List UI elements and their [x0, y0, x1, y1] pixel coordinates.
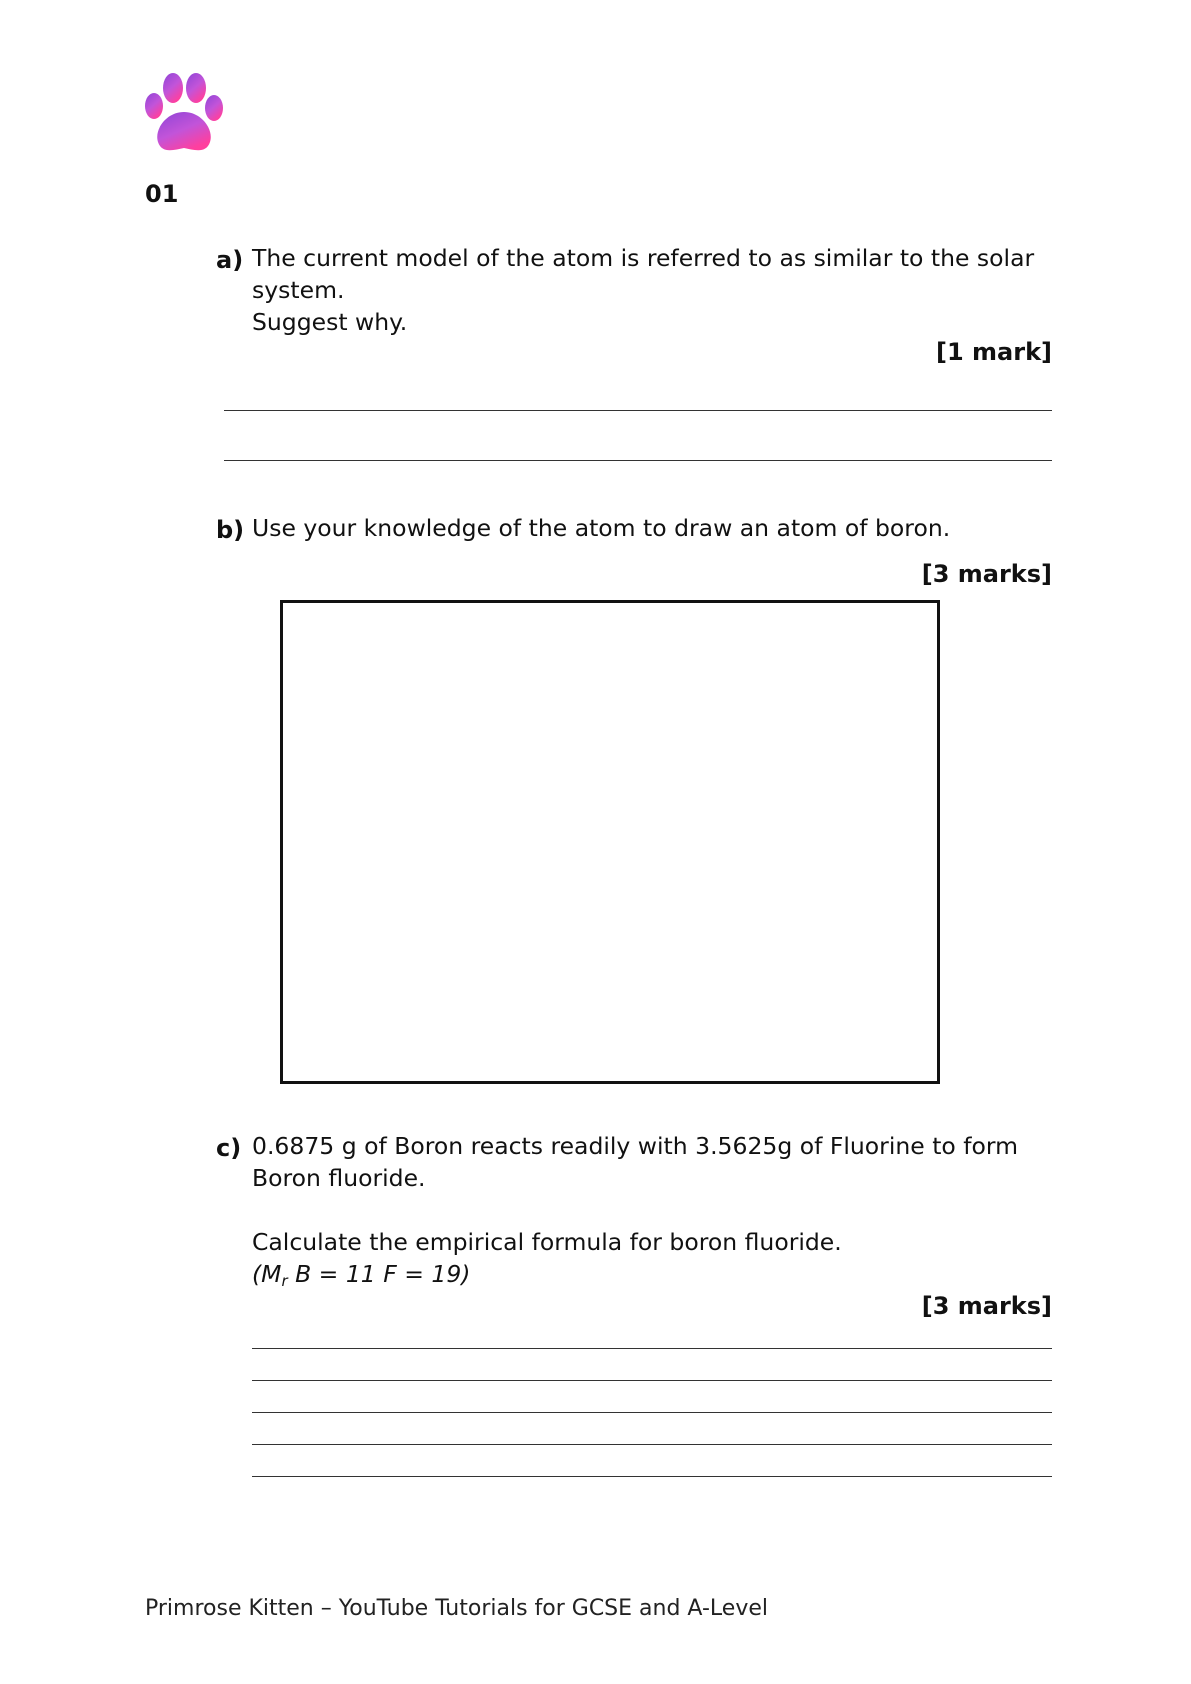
part-b-label: b) [216, 516, 245, 544]
part-c-label: c) [216, 1134, 242, 1162]
answer-line[interactable] [224, 410, 1052, 411]
paw-toe [145, 93, 163, 119]
answer-line[interactable] [252, 1412, 1052, 1413]
part-a-marks: [1 mark] [936, 338, 1052, 366]
part-b-marks: [3 marks] [921, 560, 1052, 588]
part-c-line2: Boron fluoride. [252, 1164, 426, 1192]
part-a-label: a) [216, 246, 244, 274]
paw-toe [186, 73, 206, 103]
part-c-line1: 0.6875 g of Boron reacts readily with 3.5625g of Fluorine to form [252, 1132, 1019, 1160]
answer-line[interactable] [252, 1476, 1052, 1477]
answer-line[interactable] [252, 1380, 1052, 1381]
relative-mass-note: ($M_r$ B = 11 F = 19) [252, 1260, 471, 1290]
part-a-line1: The current model of the atom is referred to as similar to the solar [252, 244, 1035, 272]
question-number: 01 [145, 180, 179, 208]
paw-toe [163, 73, 183, 103]
part-a-line2: system. [252, 276, 345, 304]
paw-pad [157, 112, 211, 150]
paw-print-icon [144, 70, 224, 156]
part-a-line3: Suggest why. [252, 308, 408, 336]
answer-line[interactable] [252, 1348, 1052, 1349]
part-c-line3: Calculate the empirical formula for boron fluoride. [252, 1228, 842, 1256]
paw-toe [205, 95, 223, 121]
drawing-box[interactable] [280, 600, 940, 1084]
answer-line[interactable] [224, 460, 1052, 461]
answer-line[interactable] [252, 1444, 1052, 1445]
part-b-text: Use your knowledge of the atom to draw an atom of boron. [252, 514, 951, 542]
page-footer: Primrose Kitten – YouTube Tutorials for GCSE and A-Level [145, 1596, 768, 1621]
part-c-marks: [3 marks] [921, 1292, 1052, 1320]
